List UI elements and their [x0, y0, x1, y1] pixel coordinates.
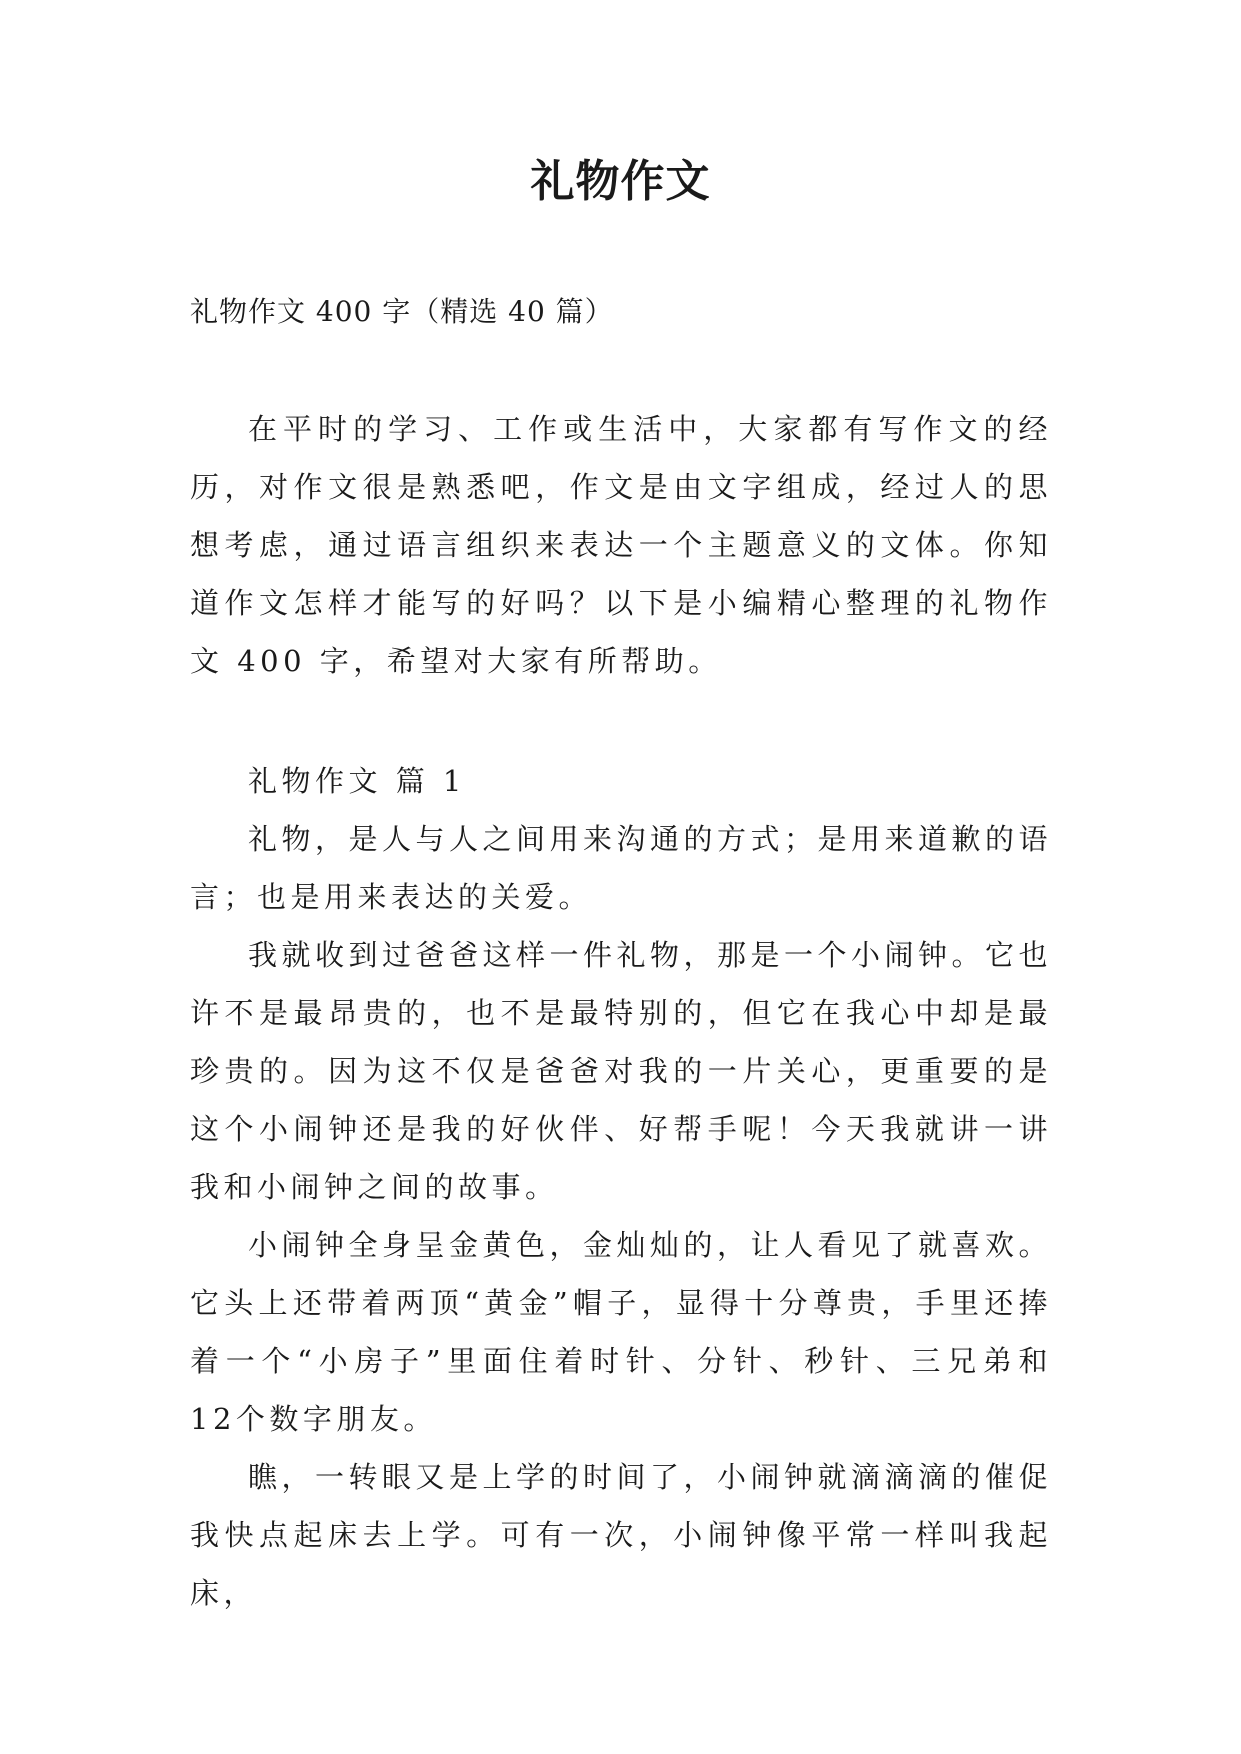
essay-paragraph: 小闹钟全身呈金黄色，金灿灿的，让人看见了就喜欢。它头上还带着两顶“黄金”帽子，显得十分尊贵，手里还捧着一个“小房子”里面住着时针、分针、秒针、三兄弟和 12个数字朋友。 [190, 1228, 1053, 1436]
intro-paragraph: 在平时的学习、工作或生活中，大家都有写作文的经历，对作文很是熟悉吧，作文是由文字组成，经过人的思想考虑，通过语言组织来表达一个主题意义的文体。你知道作文怎样才能写的好吗？以下是小编精心整理的礼物作文 400 字，希望对大家有所帮助。 [190, 412, 1052, 678]
document-subtitle: 礼物作文 400 字（精选 40 篇） [190, 295, 614, 328]
intro-section [190, 400, 1052, 690]
essay-paragraph: 我就收到过爸爸这样一件礼物，那是一个小闹钟。它也许不是最昂贵的，也不是最特别的，但它在我心中却是最珍贵的。因为这不仅是爸爸对我的一片关心，更重要的是这个小闹钟还是我的好伙伴、好帮手呢！今天我就讲一讲我和小闹钟之间的故事。 [190, 938, 1053, 1204]
essay-section [190, 752, 1052, 1622]
essay-paragraph: 瞧，一转眼又是上学的时间了，小闹钟就滴滴滴的催促我快点起床去上学。可有一次，小闹钟像平常一样叫我起床， [190, 1460, 1053, 1610]
document-title: 礼物作文 [530, 156, 711, 207]
essay-heading: 礼物作文 篇 1 [248, 764, 466, 798]
essay-paragraph: 礼物，是人与人之间用来沟通的方式；是用来道歉的语言；也是用来表达的关爱。 [190, 822, 1053, 914]
